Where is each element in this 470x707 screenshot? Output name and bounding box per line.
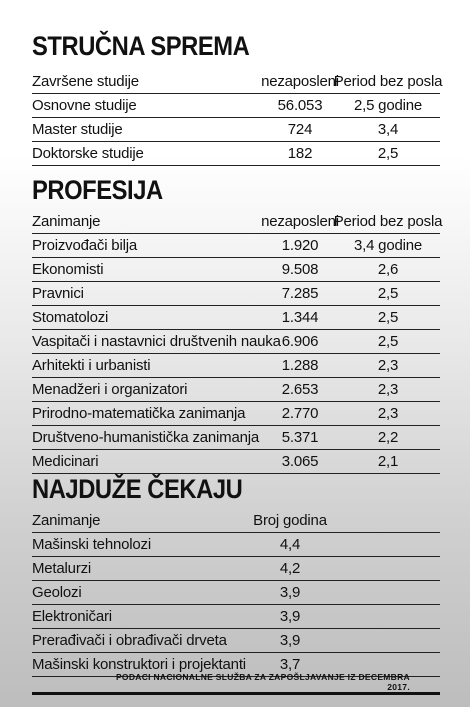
- table-cell: Stomatolozi: [32, 309, 109, 326]
- table-row: [32, 258, 440, 282]
- table-row: [32, 94, 440, 118]
- table-row: [32, 426, 440, 450]
- table-row: [32, 234, 440, 258]
- table-row: [32, 330, 440, 354]
- column-header: Zanimanje: [32, 512, 101, 529]
- table-cell: 2,5: [377, 309, 399, 326]
- column-header: nezaposleni: [261, 213, 339, 230]
- table-cell: 1.288: [281, 357, 319, 374]
- table-cell: 3,4 godine: [353, 237, 423, 254]
- table-row: [32, 306, 440, 330]
- table-cell: 2.653: [281, 381, 319, 398]
- table-cell: 3.065: [281, 453, 319, 470]
- table-cell: 3,9: [279, 632, 301, 649]
- table-row: [32, 282, 440, 306]
- table-cell: Master studije: [32, 121, 123, 138]
- table-cell: Doktorske studije: [32, 145, 144, 162]
- table-cell: 724: [287, 121, 313, 138]
- table-cell: 2,3: [377, 405, 399, 422]
- table-cell: 2,6: [377, 261, 399, 278]
- table-cell: 1.344: [281, 309, 319, 326]
- table-header-row: [32, 509, 440, 533]
- table-cell: 5.371: [281, 429, 319, 446]
- table-cell: 2.770: [281, 405, 319, 422]
- table-cell: 2,3: [377, 381, 399, 398]
- table-cell: Metalurzi: [32, 560, 92, 577]
- table-najduze-cekaju: [32, 509, 440, 677]
- table-profesija: [32, 210, 443, 474]
- table-cell: 182: [287, 145, 313, 162]
- table-cell: Geolozi: [32, 584, 82, 601]
- table-header-row: [32, 70, 443, 94]
- table-cell: 1.920: [281, 237, 319, 254]
- column-header: Završene studije: [32, 73, 139, 90]
- table-row: [32, 142, 440, 166]
- table-cell: Osnovne studije: [32, 97, 137, 114]
- table-cell: 6.906: [281, 333, 319, 350]
- table-cell: 4,4: [279, 536, 301, 553]
- table-cell: 7.285: [281, 285, 319, 302]
- source-note: PODACI NACIONALNE SLUŽBA ZA ZAPOŠLJAVANJE IZ DECEMBRA 2017.: [115, 672, 410, 692]
- table-cell: Pravnici: [32, 285, 84, 302]
- table-cell: 3,9: [279, 608, 301, 625]
- table-strucna-sprema: [32, 70, 443, 166]
- table-cell: Proizvođači bilja: [32, 237, 137, 254]
- table-row: [32, 378, 440, 402]
- table-row: [32, 402, 440, 426]
- table-cell: Mašinski tehnolozi: [32, 536, 151, 553]
- column-header: Broj godina: [253, 512, 327, 529]
- table-cell: Menadžeri i organizatori: [32, 381, 188, 398]
- section-title-profesija: PROFESIJA: [32, 175, 163, 205]
- table-cell: 2,5: [377, 285, 399, 302]
- column-header: Period bez posla: [333, 73, 443, 90]
- table-header-row: [32, 210, 443, 234]
- table-cell: Elektroničari: [32, 608, 112, 625]
- table-row: [32, 581, 440, 605]
- section-title-strucna-sprema: STRUČNA SPREMA: [32, 31, 250, 61]
- table-row: [32, 629, 440, 653]
- column-header: Zanimanje: [32, 213, 101, 230]
- section-title-najduze-cekaju: NAJDUŽE ČEKAJU: [32, 474, 243, 504]
- table-cell: 3,4: [377, 121, 399, 138]
- table-cell: 56.053: [277, 97, 323, 114]
- column-header: Period bez posla: [333, 213, 443, 230]
- table-row: [32, 354, 440, 378]
- table-row: [32, 557, 440, 581]
- table-cell: 2,3: [377, 357, 399, 374]
- table-cell: Ekonomisti: [32, 261, 104, 278]
- table-cell: 9.508: [281, 261, 319, 278]
- table-cell: Prerađivači i obrađivači drveta: [32, 632, 227, 649]
- table-cell: Arhitekti i urbanisti: [32, 357, 151, 374]
- table-cell: 3,7: [279, 656, 301, 673]
- table-cell: 2,5 godine: [353, 97, 423, 114]
- table-cell: Prirodno-matematička zanimanja: [32, 405, 246, 422]
- table-cell: 2,5: [377, 333, 399, 350]
- table-cell: 2,1: [377, 453, 399, 470]
- table-cell: Vaspitači i nastavnici društvenih nauka: [32, 333, 281, 350]
- table-row: [32, 118, 440, 142]
- column-header: nezaposleni: [261, 73, 339, 90]
- table-cell: 4,2: [279, 560, 301, 577]
- table-row: [32, 450, 440, 474]
- table-cell: 2,5: [377, 145, 399, 162]
- table-cell: 2,2: [377, 429, 399, 446]
- table-cell: Medicinari: [32, 453, 99, 470]
- table-cell: Društveno-humanistička zanimanja: [32, 429, 260, 446]
- table-cell: Mašinski konstruktori i projektanti: [32, 656, 246, 673]
- table-row: [32, 533, 440, 557]
- bottom-rule: [32, 692, 440, 695]
- table-row: [32, 605, 440, 629]
- table-cell: 3,9: [279, 584, 301, 601]
